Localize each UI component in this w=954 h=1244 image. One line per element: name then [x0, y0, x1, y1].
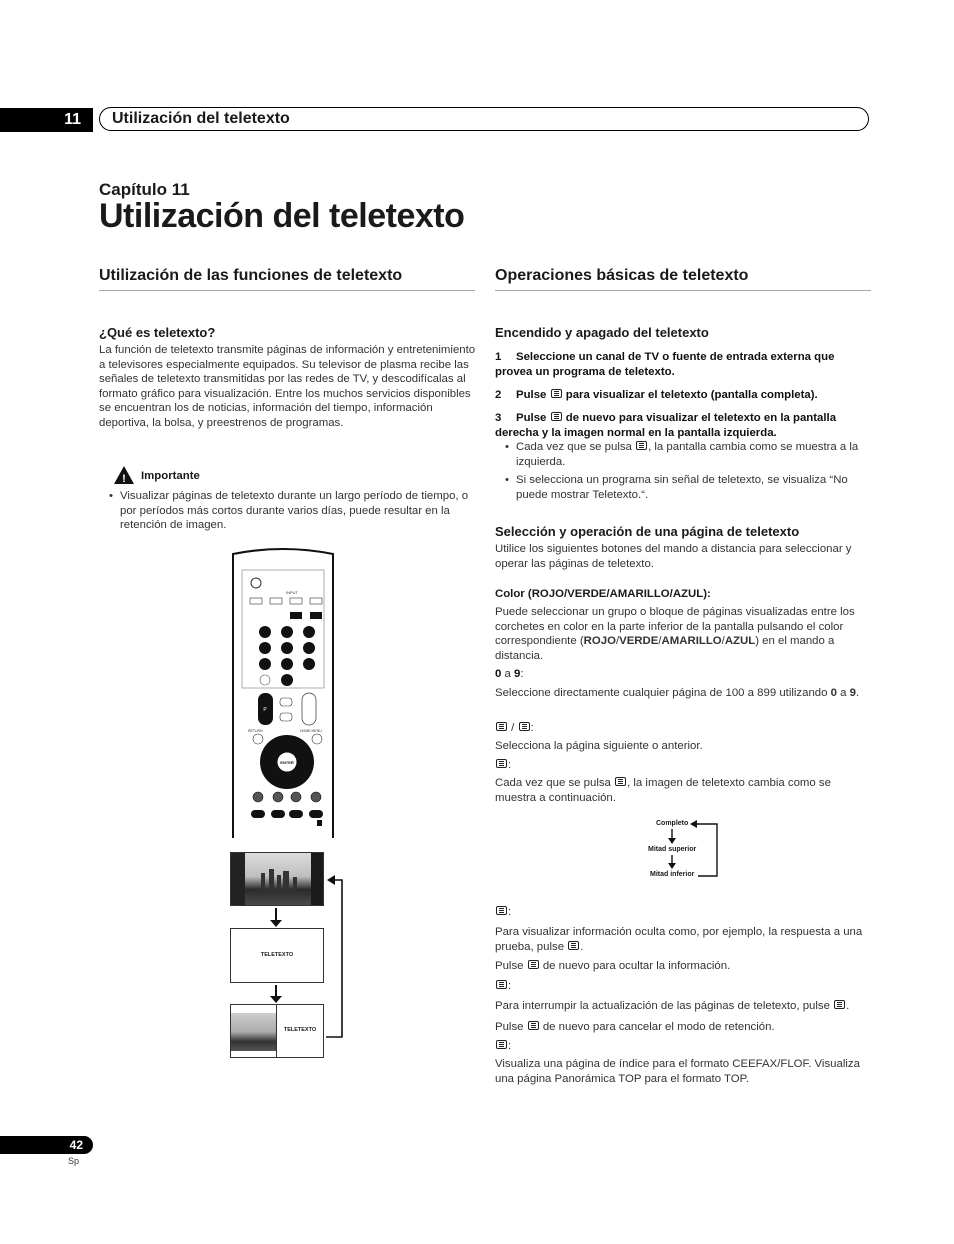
step-1: 1 Seleccione un canal de TV o fuente de entrada externa que provea un programa de teletexto.	[495, 351, 835, 378]
hold-icon	[834, 1000, 845, 1009]
steps-notes	[495, 440, 871, 506]
note-item: • Cada vez que se pulsa , la pantalla cambia como se muestra a la izquierda.	[495, 440, 871, 469]
step-3: 3 Pulse de nuevo para visualizar el teletexto en la pantalla derecha y la imagen normal en la pantalla izquierda.	[495, 412, 837, 439]
chapter-label: Capítulo 11	[99, 180, 190, 199]
running-header: Utilización del teletexto	[99, 107, 869, 131]
digits-label: 0 a 9:	[495, 668, 524, 680]
remote-enter-label: ENTER	[280, 760, 294, 765]
teletext-button-icon	[551, 389, 562, 398]
hold-text: Para interrumpir la actualización de las páginas de teletexto, pulse .	[495, 1000, 850, 1012]
right-heading-rule	[495, 290, 871, 291]
page-title: Utilización del teletexto	[99, 197, 465, 235]
warning-icon	[113, 465, 135, 490]
index-icon	[496, 1040, 507, 1049]
mode-text: Cada vez que se pulsa , la imagen de teletexto cambia como se muestra a continuación.	[495, 777, 831, 804]
reveal-icon	[528, 960, 539, 969]
remote-input-label: INPUT	[286, 590, 298, 595]
reveal-icon	[568, 941, 579, 950]
page-down-icon	[519, 722, 530, 731]
important-label: Importante	[141, 470, 200, 482]
mode-label: :	[495, 759, 511, 771]
teletext-half-label: TELETEXTO	[283, 1027, 317, 1033]
reveal-text-2: Pulse de nuevo para ocultar la información.	[495, 960, 731, 972]
page-updown-label: / :	[495, 722, 534, 734]
note-item: • Si selecciona un programa sin señal de teletexto, se visualiza “No puede mostrar Teletexto.“.	[495, 473, 871, 502]
digits-text: Seleccione directamente cualquier página de 100 a 899 utilizando 0 a 9.	[495, 687, 860, 699]
right-heading: Operaciones básicas de teletexto	[495, 267, 749, 284]
color-title: Color (ROJO/VERDE/AMARILLO/AZUL):	[495, 588, 711, 600]
cycle-item: Mitad inferior	[650, 871, 695, 878]
teletext-button-icon	[636, 441, 647, 450]
screen-mode-icon	[615, 777, 626, 786]
remote-p-label: P	[263, 707, 267, 713]
language-code: Sp	[68, 1156, 80, 1166]
page-up-icon	[496, 722, 507, 731]
what-is-teletext-title: ¿Qué es teletexto?	[99, 325, 216, 340]
hold-text-2: Pulse de nuevo para cancelar el modo de retención.	[495, 1021, 775, 1033]
reveal-icon	[496, 906, 507, 915]
remote-control-illustration	[232, 548, 334, 838]
screen-mode-icon	[496, 759, 507, 768]
hold-icon	[496, 980, 507, 989]
chapter-number-tab: 11	[0, 108, 93, 132]
index-label: :	[495, 1040, 511, 1052]
teletext-button-icon	[551, 412, 562, 421]
left-heading: Utilización de las funciones de teletexto	[99, 267, 403, 284]
cycle-item: Completo	[656, 820, 689, 827]
cycle-item: Mitad superior	[648, 846, 697, 853]
reveal-label: :	[495, 906, 511, 918]
svg-text:!: !	[122, 473, 126, 485]
hold-label: :	[495, 980, 511, 992]
reveal-text: Para visualizar información oculta como, por ejemplo, la respuesta a una prueba, pulse .	[495, 926, 863, 953]
remote-home-menu-label: HOME MENU	[300, 729, 322, 733]
index-text: Visualiza una página de índice para el formato CEEFAX/FLOF. Visualiza una página Panorámica TOP para el formato TOP.	[495, 1058, 860, 1085]
important-item: • Visualizar páginas de teletexto durante un largo período de tiempo, o por períodos más cortos durante varios días, puede resultar en la retención de imagen.	[99, 489, 475, 533]
what-is-teletext-text: La función de teletexto transmite páginas de información y entretenimiento a televisores especialmente equipados. Su televisor de plasma recibe las señales de teletexto transmitidas por las redes de TV, y descodifícalas al formato gráfico para visualización. Entre los muchos servicios disponibles se encuentran los de noticias, información del tiempo, información deportiva, la bolsa, y preestrenos de programas.	[99, 344, 476, 429]
hold-icon	[528, 1021, 539, 1030]
important-list	[99, 489, 475, 537]
page-number: 42	[0, 1136, 93, 1154]
select-text: Utilice los siguientes botones del mando a distancia para seleccionar y operar las páginas de teletexto.	[495, 543, 852, 570]
select-title: Selección y operación de una página de teletexto	[495, 524, 800, 539]
screens-flow-arrows	[226, 872, 348, 1042]
remote-return-label: RETURN	[248, 729, 263, 733]
step-2: 2 Pulse para visualizar el teletexto (pantalla completa).	[495, 389, 818, 401]
left-heading-rule	[99, 290, 475, 291]
mode-cycle-diagram	[640, 818, 730, 882]
onoff-title: Encendido y apagado del teletexto	[495, 325, 709, 340]
teletext-full-label: TELETEXTO	[260, 952, 294, 958]
color-text: Puede seleccionar un grupo o bloque de páginas visualizadas entre los corchetes en color en la parte inferior de la pantalla pulsando el color correspondiente (ROJO/VERDE/AMARILLO/AZUL) en el mando a distancia.	[495, 606, 855, 662]
updown-text: Selecciona la página siguiente o anterior.	[495, 740, 703, 752]
